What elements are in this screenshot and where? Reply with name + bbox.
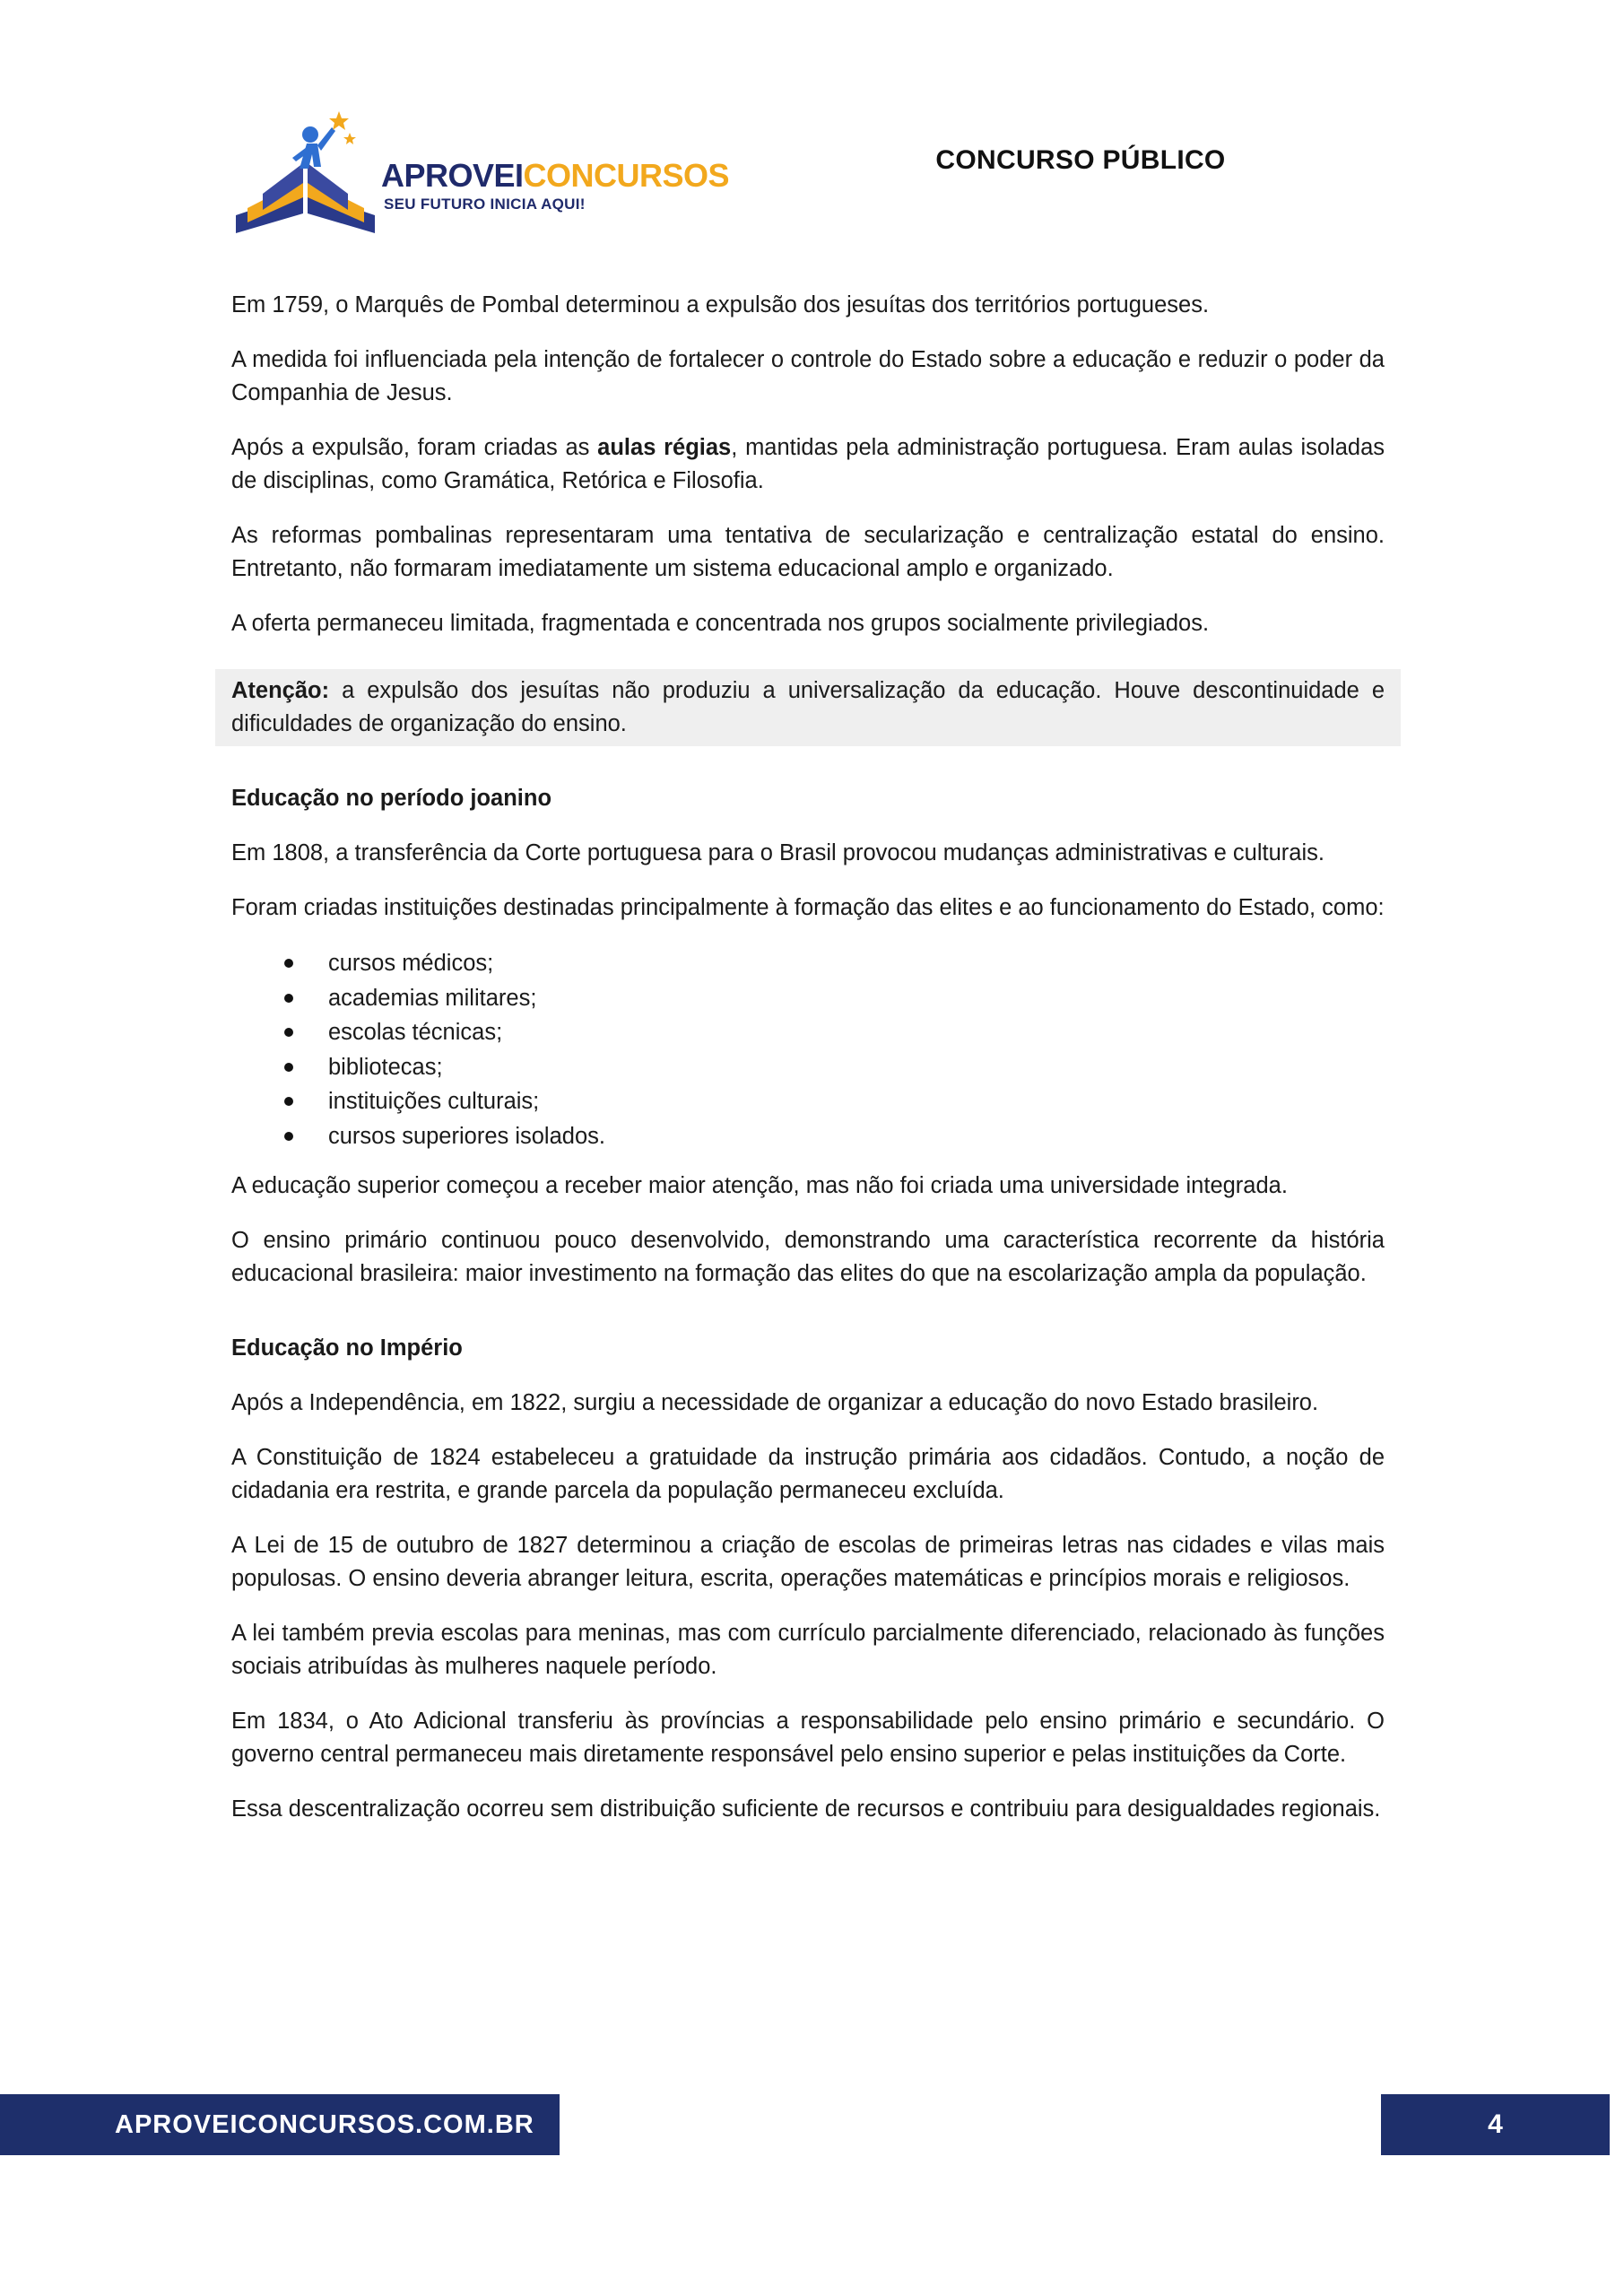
paragraph: A lei também previa escolas para meninas, mas com currículo parcialmente diferenciado, relacionado às funções sociais atribuídas às mulheres naquele período. bbox=[231, 1621, 1385, 1679]
paragraph: Em 1834, o Ato Adicional transferiu às províncias a responsabilidade pelo ensino primário e secundário. O governo central permaneceu mais diretamente responsável pelo ensino superior e pelas instituições da Corte. bbox=[231, 1709, 1385, 1767]
book-reader-logo-icon bbox=[231, 108, 384, 242]
list-item: escolas técnicas; bbox=[328, 1015, 1385, 1050]
page-number: 4 bbox=[1488, 2109, 1503, 2139]
footer-site-link[interactable]: APROVEICONCURSOS.COM.BR bbox=[115, 2109, 534, 2139]
paragraph: Após a Independência, em 1822, surgiu a necessidade de organizar a educação do novo Estado brasileiro. bbox=[231, 1390, 1319, 1415]
list-item: cursos médicos; bbox=[328, 946, 1385, 981]
paragraph: Em 1808, a transferência da Corte portuguesa para o Brasil provocou mudanças administrativas e culturais. bbox=[231, 840, 1324, 865]
list-item: academias militares; bbox=[328, 981, 1385, 1016]
paragraph: O ensino primário continuou pouco desenvolvido, demonstrando uma característica recorrente da história educacional brasileira: maior investimento na formação das elites do que na escolarização ampla da população. bbox=[231, 1228, 1385, 1286]
paragraph: As reformas pombalinas representaram uma tentativa de secularização e centralização estatal do ensino. Entretanto, não formaram imediatamente um sistema educacional amplo e organizado. bbox=[231, 523, 1385, 581]
paragraph: Essa descentralização ocorreu sem distribuição suficiente de recursos e contribuiu para desigualdades regionais. bbox=[231, 1796, 1381, 1822]
paragraph: A Constituição de 1824 estabeleceu a gratuidade da instrução primária aos cidadãos. Contudo, a noção de cidadania era restrita, e grande parcela da população permaneceu excluída. bbox=[231, 1445, 1385, 1503]
section-heading-imperio: Educação no Império bbox=[231, 1335, 463, 1361]
brand-logo bbox=[231, 108, 730, 242]
document-type-title: CONCURSO PÚBLICO bbox=[935, 145, 1226, 175]
callout-label: Atenção: bbox=[231, 678, 330, 703]
logo-wordmark: APROVEICONCURSOS bbox=[381, 157, 730, 194]
paragraph: Em 1759, o Marquês de Pombal determinou a expulsão dos jesuítas dos territórios portugueses. bbox=[231, 292, 1210, 317]
footer-site-bar bbox=[0, 2094, 560, 2155]
section-heading-joanino: Educação no período joanino bbox=[231, 786, 552, 811]
main-content bbox=[231, 289, 1385, 1848]
paragraph: Foram criadas instituições destinadas principalmente à formação das elites e ao funcionamento do Estado, como: bbox=[231, 895, 1385, 920]
logo-tagline: SEU FUTURO INICIA AQUI! bbox=[384, 196, 586, 213]
footer-page-box bbox=[1381, 2094, 1610, 2155]
list-item: cursos superiores isolados. bbox=[328, 1119, 1385, 1154]
paragraph: A educação superior começou a receber maior atenção, mas não foi criada uma universidade integrada. bbox=[231, 1173, 1288, 1198]
attention-callout bbox=[215, 669, 1401, 746]
institutions-list bbox=[231, 946, 1385, 1153]
paragraph: A Lei de 15 de outubro de 1827 determinou a criação de escolas de primeiras letras nas cidades e vilas mais populosas. O ensino deveria abranger leitura, escrita, operações matemáticas e princípios morais e religiosos. bbox=[231, 1533, 1385, 1591]
callout-text: a expulsão dos jesuítas não produziu a universalização da educação. Houve descontinuidade e dificuldades de organização do ensino. bbox=[231, 678, 1385, 736]
paragraph: Após a expulsão, foram criadas as aulas régias, mantidas pela administração portuguesa. Eram aulas isoladas de disciplinas, como Gramática, Retórica e Filosofia. bbox=[231, 435, 1385, 493]
paragraph: A medida foi influenciada pela intenção de fortalecer o controle do Estado sobre a educação e reduzir o poder da Companhia de Jesus. bbox=[231, 347, 1385, 405]
paragraph: A oferta permaneceu limitada, fragmentada e concentrada nos grupos socialmente privilegiados. bbox=[231, 611, 1210, 636]
list-item: bibliotecas; bbox=[328, 1050, 1385, 1085]
list-item: instituições culturais; bbox=[328, 1084, 1385, 1119]
bold-term: aulas régias bbox=[597, 435, 732, 460]
